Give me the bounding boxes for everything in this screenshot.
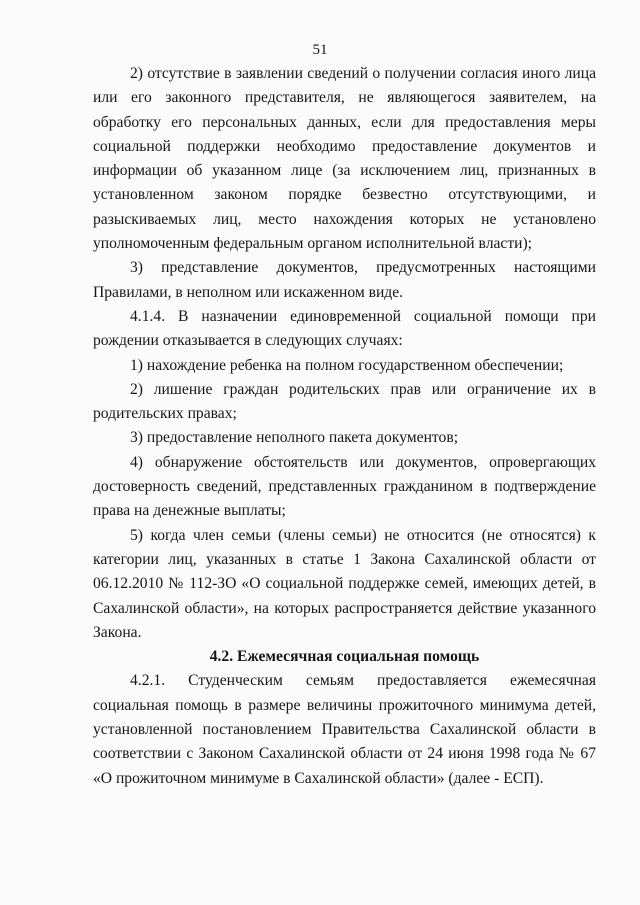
paragraph: 5) когда член семьи (члены семьи) не относится (не относятся) к категории лиц, указанных в статье 1 Закона Сахалинской области от 06.12.2010 № 112-ЗО «О социальной поддержке семей, имеющих детей, в Сахалинской области», на которых распространяется действие указанного Закона.	[93, 526, 596, 641]
paragraph: 2) отсутствие в заявлении сведений о получении согласия иного лица или его законного представителя, не являющегося заявителем, на обработку его персональных данных, если для предоставления меры социальной поддержки необходимо предоставление документов и информации об указанном лице (за исключением лиц, признанных в установленном законом порядке безвестно отсутствующими, и разыскиваемых лиц, место нахождения которых не установлено уполномоченным федеральным органом исполнительной власти);	[93, 65, 596, 253]
paragraph: 3) предоставление неполного пакета документов;	[130, 429, 459, 447]
paragraph: 4.1.4. В назначении единовременной социальной помощи при рождении отказывается в следующих случаях:	[93, 307, 596, 350]
paragraph: 4) обнаружение обстоятельств или документов, опровергающих достоверность сведений, представленных гражданином в подтверждение права на денежные выплаты;	[93, 453, 596, 520]
paragraph: 3) представление документов, предусмотренных настоящими Правилами, в неполном или искаженном виде.	[93, 259, 596, 301]
paragraph: 4.2.1. Студенческим семьям предоставляется ежемесячная социальная помощь в размере величины прожиточного минимума детей, установленной постановлением Правительства Сахалинской области в соответствии с Законом Сахалинской области от 24 июня 1998 года № 67 «О прожиточном минимуме в Сахалинской области» (далее - ЕСП).	[93, 672, 596, 787]
paragraph: 2) лишение граждан родительских прав или ограничение их в родительских правах;	[93, 380, 596, 423]
page-number: 51	[312, 42, 328, 58]
document-body	[93, 62, 596, 791]
paragraph: 1) нахождение ребенка на полном государственном обеспечении;	[130, 356, 564, 374]
section-heading: 4.2. Ежемесячная социальная помощь	[209, 648, 480, 666]
